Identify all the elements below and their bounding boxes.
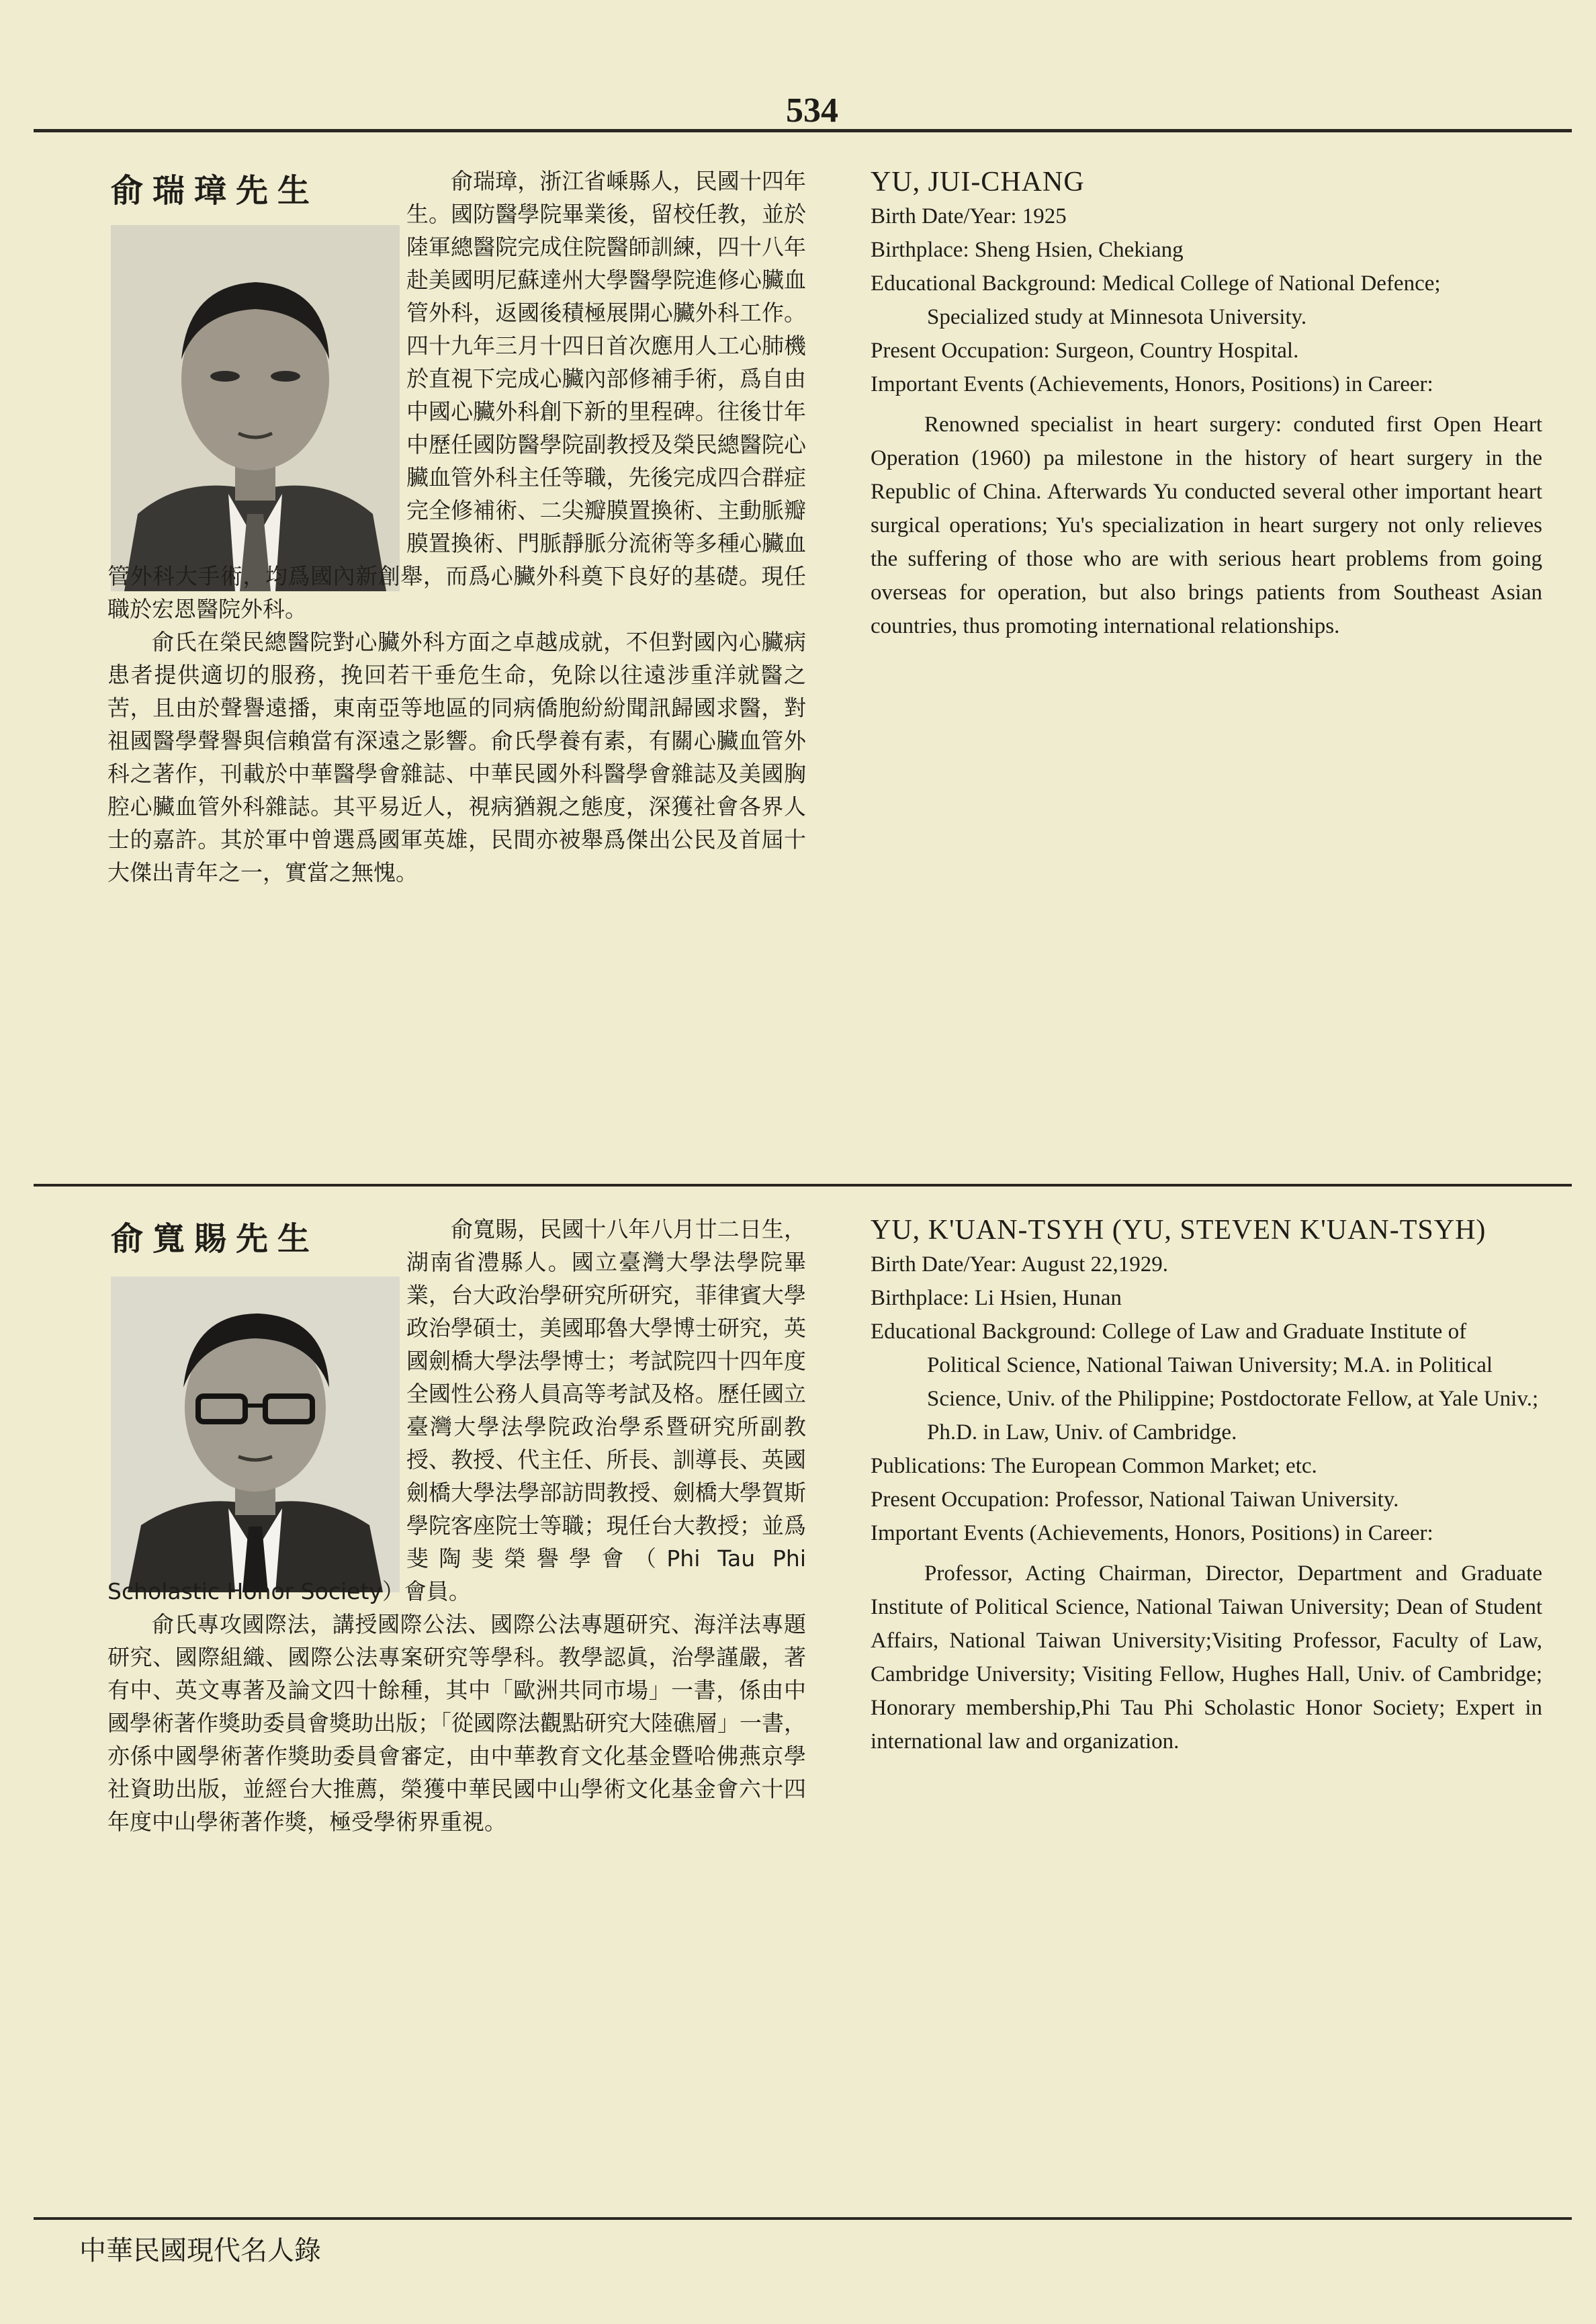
field-education: Educational Background: Medical College of National Defence; Specialized study at Minnesota University.: [871, 271, 1441, 329]
career-description: Professor, Acting Chairman, Director, Department and Graduate Institute of Political Science, National Taiwan University; Dean of Student Affairs, National Taiwan University;Visiting Professor, Faculty of Law, Cambridge University; Visiting Fellow, Hughes Hall, Univ. of Cambridge; Honorary membership,Phi Tau Phi Scholastic Honor Society; Expert in international law and organization.: [871, 1561, 1542, 1754]
chinese-bio-paragraph: 俞氏專攻國際法，講授國際公法、國際公法專題研究、海洋法專題研究、國際組織、國際公法專案研究等學科。教學認眞，治學謹嚴，著有中、英文專著及論文四十餘種，其中「歐洲共同市場」一書，係由中國學術著作獎助委員會獎助出版；「從國際法觀點研究大陸礁層」一書，亦係中國學術著作獎助委員會審定，由中華教育文化基金暨哈佛燕京學社資助出版，並經台大推薦，榮獲中華民國中山學術文化基金會六十四年度中山學術著作獎，極受學術界重視。: [107, 1611, 806, 1835]
english-name: YU, K'UAN-TSYH (YU, STEVEN K'UAN-TSYH): [871, 1215, 1487, 1246]
chinese-bio-paragraph: 俞瑞璋，浙江省嵊縣人，民國十四年生。國防醫學院畢業後，留校任教，並於陸軍總醫院完成住院醫師訓練，四十八年赴美國明尼蘇達州大學醫學院進修心臟血管外科，返國後積極展開心臟外科工作。四十九年三月十四日首次應用人工心肺機於直視下完成心臟內部修補手術，爲自由中國心臟外科創下新的里程碑。往後廿年中歷任國防醫學院副教授及榮民總醫院心臟血管外科主任等職，先後完成四合群症完全修補術、二尖瓣膜置換術、主動脈瓣膜置換術、門脈靜脈分流術等多種心臟血管外科大手術，均爲國內新創舉，而爲心臟外科奠下良好的基礎。現任職於宏恩醫院外科。: [107, 168, 806, 622]
chinese-biography: [107, 1213, 806, 1838]
bottom-rule: [34, 2217, 1572, 2220]
chinese-name: 俞寬賜先生: [111, 1220, 320, 1258]
entry-yu-jui-chang: [0, 165, 1596, 1172]
field-occupation: Present Occupation: Surgeon, Country Hospital.: [871, 339, 1299, 363]
english-biography: [871, 165, 1542, 643]
field-publications: Publications: The European Common Market; etc.: [871, 1454, 1317, 1478]
field-important-events: Important Events (Achievements, Honors, Positions) in Career:: [871, 372, 1433, 396]
field-occupation: Present Occupation: Professor, National Taiwan University.: [871, 1488, 1399, 1512]
chinese-bio-paragraph: 俞氏在榮民總醫院對心臟外科方面之卓越成就，不但對國內心臟病患者提供適切的服務，挽回若干垂危生命，免除以往遠涉重洋就醫之苦，且由於聲譽遠播，東南亞等地區的同病僑胞紛紛聞訊歸國求醫，對祖國醫學聲譽與信賴當有深遠之影響。俞氏學養有素，有關心臟血管外科之著作，刊載於中華醫學會雜誌、中華民國外科醫學會雜誌及美國胸腔心臟血管外科雜誌。其平易近人，視病猶親之態度，深獲社會各界人士的嘉許。其於軍中曾選爲國軍英雄，民間亦被舉爲傑出公民及首屆十大傑出青年之一，實當之無愧。: [107, 629, 806, 886]
field-birth-date: Birth Date/Year: August 22,1929.: [871, 1252, 1169, 1277]
english-name: YU, JUI-CHANG: [871, 167, 1085, 198]
section-divider: [34, 1184, 1572, 1187]
book-title-footer: 中華民國現代名人錄: [79, 2235, 321, 2266]
field-important-events: Important Events (Achievements, Honors, Positions) in Career:: [871, 1521, 1433, 1545]
field-education: Educational Background: College of Law and Graduate Institute of Political Science, National Taiwan University; M.A. in Political Science, Univ. of the Philippine; Postdoctorate Fellow, at Yale Univ.; Ph.D. in Law, Univ. of Cambridge.: [871, 1320, 1539, 1445]
english-biography: [871, 1213, 1542, 1758]
field-birthplace: Birthplace: Li Hsien, Hunan: [871, 1286, 1122, 1310]
page-number: 534: [786, 91, 838, 130]
chinese-biography: [107, 165, 806, 889]
career-description: Renowned specialist in heart surgery: conduted first Open Heart Operation (1960) pa milestone in the history of heart surgery in the Republic of China. Afterwards Yu conducted several other important heart surgical operations; Yu's specialization in heart surgery not only relieves the suffering of those who are with serious heart problems from going overseas for operation, but also brings patients from Southeast Asian countries, thus promoting international relationships.: [871, 413, 1542, 638]
field-birthplace: Birthplace: Sheng Hsien, Chekiang: [871, 238, 1184, 262]
entry-yu-kuan-tsyh: [0, 1213, 1596, 2180]
field-birth-date: Birth Date/Year: 1925: [871, 204, 1067, 228]
chinese-name: 俞瑞璋先生: [111, 172, 320, 210]
chinese-bio-paragraph: 俞寬賜，民國十八年八月廿二日生，湖南省澧縣人。國立臺灣大學法學院畢業，台大政治學研究所研究，菲律賓大學政治學碩士，美國耶魯大學博士研究，英國劍橋大學法學博士；考試院四十四年度全國性公務人員高等考試及格。歷任國立臺灣大學法學院政治學系暨研究所副教授、教授、代主任、所長、訓導長、英國劍橋大學法學部訪問教授、劍橋大學賀斯學院客座院士等職；現任台大教授；並爲斐陶斐榮譽學會（Phi Tau Phi Scholastic Honor Society）會員。: [107, 1216, 806, 1604]
